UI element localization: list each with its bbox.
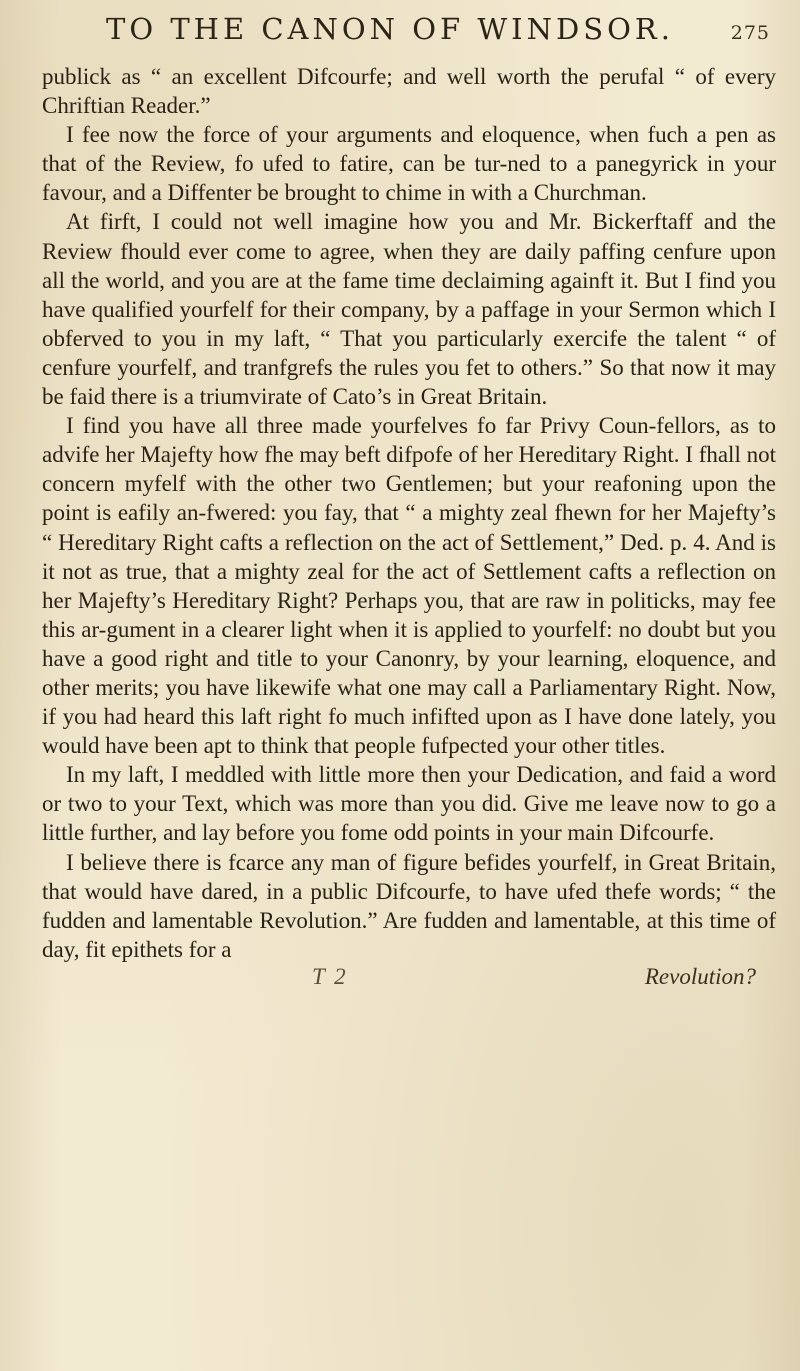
paragraph: In my laft, I meddled with little more then your Dedication, and faid a word or two to your Text, which was more than you did. Give me leave now to go a little further, and lay before you fome odd points in your main Difcourfe. (42, 762, 776, 846)
paragraph: I believe there is fcarce any man of figure befides yourfelf, in Great Britain, that would have dared, in a public Difcourfe, to have ufed thefe words; “ the fudden and lamentable Revolution.” Are fudden and lamentable, at this time of day, fit epithets for a (42, 849, 776, 962)
running-title: TO THE CANON OF WINDSOR. (106, 12, 674, 46)
signature-mark: T 2 (312, 963, 348, 989)
page-footer (42, 964, 776, 990)
catchword: Revolution? (644, 963, 756, 989)
paragraph: I fee now the force of your arguments and eloquence, when fuch a pen as that of the Review, fo ufed to fatire, can be tur-ned to a panegyrick in your favour, and a Diffenter be brought to chime in with a Churchman. (42, 122, 776, 206)
paragraph: At firft, I could not well imagine how you and Mr. Bickerftaff and the Review fhould ever come to agree, when they are daily paffing cenfure upon all the world, and you are at the fame time declaiming againft it. But I find you have qualified yourfelf for their company, by a paffage in your Sermon which I obferved to you in my laft, “ That you particularly exercife the talent “ of cenfure yourfelf, and tranfgrefs the rules you fet to others.” So that now it may be faid there is a triumvirate of Cato’s in Great Britain. (42, 209, 776, 410)
body-text (42, 62, 776, 964)
running-head (42, 12, 776, 62)
paragraph-continuation: publick as “ an excellent Difcourfe; and well worth the perufal “ of every Chriftian Reader.” (42, 64, 776, 119)
page-number: 275 (730, 22, 770, 44)
paragraph: I find you have all three made yourfelves fo far Privy Coun-fellors, as to advife her Majefty how fhe may beft difpofe of her Hereditary Right. I fhall not concern myfelf with the other two Gentlemen; but your reafoning upon the point is eafily an-fwered: you fay, that “ a mighty zeal fhewn for her Majefty’s “ Hereditary Right cafts a reflection on the act of Settlement,” Ded. p. 4. And is it not as true, that a mighty zeal for the act of Settlement cafts a reflection on her Majefty’s Hereditary Right? Perhaps you, that are raw in politicks, may fee this ar-gument in a clearer light when it is applied to yourfelf: no doubt but you have a good right and title to your Canonry, by your learning, eloquence, and other merits; you have likewife what one may call a Parliamentary Right. Now, if you had heard this laft right fo much infifted upon as I have done lately, you would have been apt to think that people fufpected your other titles. (42, 413, 776, 759)
